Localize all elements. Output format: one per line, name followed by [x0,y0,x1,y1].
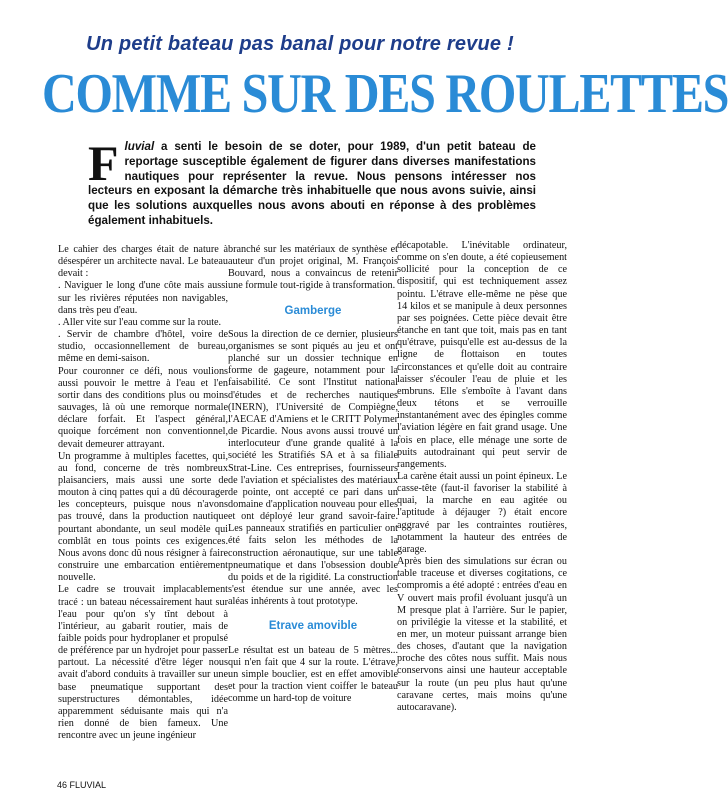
kicker-headline: Un petit bateau pas banal pour notre revue ! [86,33,514,55]
page-footer: 46 FLUVIAL [57,780,107,790]
page-title: COMME SUR DES ROULETTES [42,63,728,125]
lead-paragraph [88,135,536,229]
paragraph: . Servir de chambre d'hôtel, voire de studio, occasionnellement de bureau, même en demi-saison. [58,329,228,365]
paragraph: Le cadre se trouvait implacablement tracé : un bateau nécessairement haut sur l'eau pour qu'on s'y tînt debout à l'intérieur, au gabarit routier, mais de faible poids pour hydroplaner et propulsé de préférence par un hydrojet pour passer partout. La nécessité d'être léger nous avait d'abord conduits à travailler sur une base pneumatique supportant des superstructures démontables, idée apparemment séduisante mais qui n'a rien donné de bien fameux. Une rencontre avec un jeune ingénieur [58,584,228,742]
paragraph: . Naviguer le long d'une côte mais aussi sur les rivières réputées non navigables, dans très peu d'eau. [58,280,228,316]
drop-cap: F [88,135,119,191]
subheading-etrave-amovible: Etrave amovible [268,620,358,633]
subheading-gamberge: Gamberge [284,304,342,317]
paragraph: Pour couronner ce défi, nous voulions aussi pouvoir le mettre à l'eau et l'en sortir dans des conditions plus ou moins sauvages, là où une remorque normale déclare forfait. Et l'aspect général, quoique forcément non conventionnel, devait demeurer attrayant. [58,365,228,450]
paragraph: branché sur les matériaux de synthèse et auteur d'un projet original, M. François Bouvard, nous a convaincus de retenir une formule tout-rigide à transformation. [228,244,398,292]
paragraph: Le cahier des charges était de nature à désespérer un architecte naval. Le bateau devait : [58,244,228,280]
paragraph: Un programme à multiples facettes, qui, au fond, concerne de très nombreux plaisanciers, mais aussi une sorte de mouton à cinq pattes qui a dû décourager les concepteurs, puisque nous n'avons pas trouvé, dans la production nautique pourtant abondante, un seul modèle qui comblât en tous points ces exigences. Nous avons donc dû nous résigner à faire construire une embarcation entièrement nouvelle. [58,450,228,584]
column-2 [228,244,398,705]
paragraph: Le résultat est un bateau de 5 mètres... qui n'en fait que 4 sur la route. L'étrave, un simple bouclier, est en effet amovible et pour la traction vient coiffer le bateau comme un hard-top de voiture [228,644,398,705]
column-3 [397,240,567,714]
paragraph: . Aller vite sur l'eau comme sur la route. [58,316,222,328]
lead-text: a senti le besoin de se doter, pour 1989, d'un petit bateau de reportage susceptible également de figurer dans diverses manifestations nautiques pour représenter la revue. Nous pensons intéresser nos lecteurs en exposant la démarche très inhabituelle que nous avons suivie, ainsi que les solutions auxquelles nous avons abouti en réponse à des problèmes également inhabituels. [88,140,536,227]
paragraph: La carène était aussi un point épineux. Le casse-tête (faut-il favoriser la stabilité à quai, la marche en eau agitée ou l'aptitude à déjauger ?) était encore aggravé par les contraintes routières, notamment la hauteur des entrées de garage. [397,470,567,555]
paragraph: Sous la direction de ce dernier, plusieurs organismes se sont piqués au jeu et ont planché sur un dossier technique en forme de gageure, notamment pour la faisabilité. Ce sont l'Institut national d'études et de recherches nautiques (INERN), l'Université de Compiègne, l'AECAE d'Amiens et le CRITT Polymer de Picardie. Nous avons aussi trouvé un interlocuteur d'une grande qualité à la société les Stratifiés SA et à sa filiale Strat-Line. Ces entreprises, fournisseurs de l'aviation et spécialistes des matériaux de pointe, ont accepté ce pari dans un domaine d'application nouveau pour elles et ont déployé leur grand savoir-faire. Les panneaux stratifiés en particulier ont été faits selon les méthodes de la construction aéronautique, sur une table pneumatique et dans l'obsession double du poids et de la rigidité. La construction s'est étendue sur une année, avec les aléas inhérents à tout prototype. [228,328,398,608]
column-1 [58,244,228,742]
lead-first-word: luvial [124,140,155,153]
paragraph: décapotable. L'inévitable ordinateur, comme on s'en doute, a été copieusement sollicité pour la conception de ce dispositif, qui est techniquement assez pointu. L'étrave elle-même ne pèse que 14 kilos et se manipule à deux personnes par ses poignées. Cette pièce devait être étanche en tant que toit, mais pas en tant qu'étrave, puisqu'elle est au-dessus de la ligne de flottaison en toutes circonstances et qu'elle doit au contraire laisser s'écouler l'eau de pluie et les embruns. Elle s'emboîte à l'avant dans deux tétons et se verrouille instantanément avec des épingles comme l'aviation légère en fait grand usage. Une fois en place, elle ménage une sorte de puits autodrainant qui peut servir de rangements. [397,240,567,470]
paragraph: Après bien des simulations sur écran ou table traceuse et diverses cogitations, ce compromis a été adopté : entrées d'eau en V ouvert mais profil évoluant jusqu'à un M presque plat à l'arrière. Sur le papier, on privilégie la vitesse et la stabilité, et en mer, un moteur puissant arrange bien des choses, d'autant que la navigation proche des côtes nous suffit. Mais nous conservons ainsi une hauteur acceptable sur la route (un peu plus haut qu'une caravane certes, mais moins qu'une autocaravane). [397,556,567,713]
